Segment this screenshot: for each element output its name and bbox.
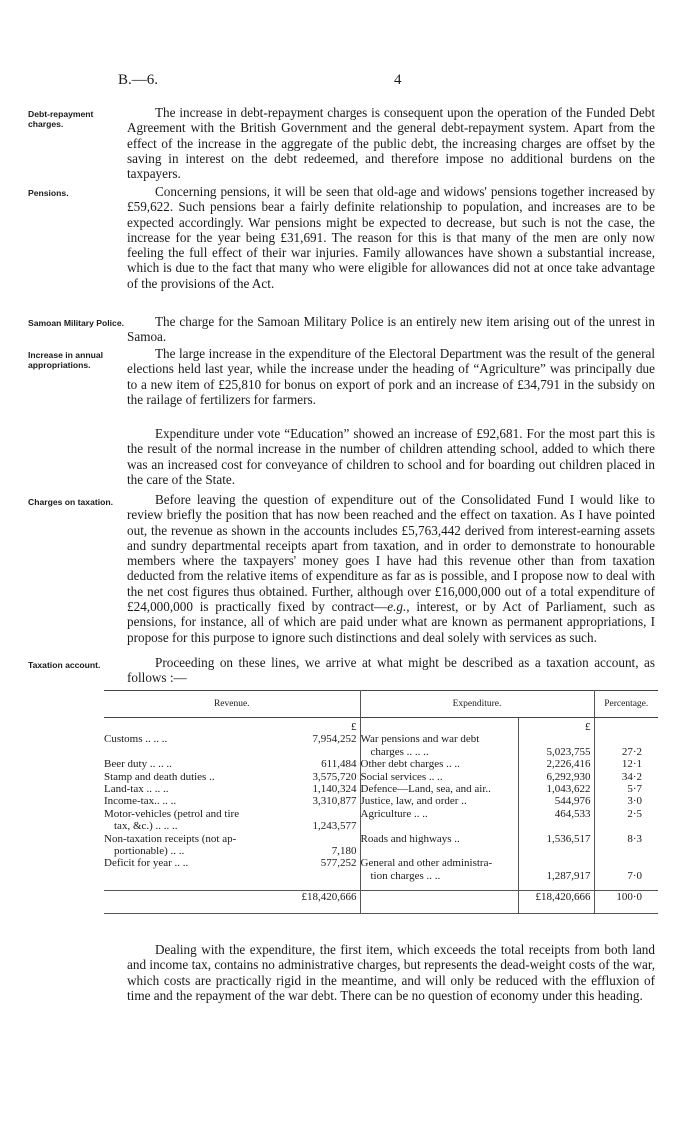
percentage-text: 12·1 [621, 758, 642, 771]
percentage-value [594, 808, 658, 833]
paragraph-text: Proceeding on these lines, we arrive at what might be described as a taxation account, as follows :— [127, 655, 655, 686]
expenditure-item-line: Justice, law, and order .. [360, 795, 467, 808]
percentage-text: 34·2 [621, 770, 642, 783]
expenditure-amount [518, 833, 594, 858]
revenue-amount-value: 611,484 [321, 758, 357, 771]
expenditure-item [360, 771, 518, 783]
revenue-item [104, 833, 272, 858]
expenditure-item-line: tion charges .. .. [370, 869, 441, 882]
revenue-amount-value: 7,180 [331, 845, 357, 858]
revenue-amount [272, 857, 360, 882]
revenue-item [104, 758, 272, 770]
revenue-amount [272, 808, 360, 833]
document-reference: B.—6. [118, 72, 159, 88]
percentage-value [594, 857, 658, 882]
expenditure-item [360, 733, 518, 758]
paragraph-samoan-police [127, 314, 655, 345]
expenditure-amount-value: 1,043,622 [546, 783, 591, 796]
table-row [104, 808, 658, 833]
paragraph-text: Before leaving the question of expenditure out of the Consolidated Fund I would like to review briefly the position that has now been reached and the effect on taxation. As I have pointed out, the revenue as shown in the accounts includes £5,763,442 derived from interest-earning assets and sundry departmental receipts apart from taxation, and in order to demonstrate to honourable members where the taxpayers' money goes I have had this revenue other than from taxation deducted from the relative items of expenditure as far as is possible, and I propose now to deal with the net cost figures thus obtained. Further, although over £16,000,000 out of a total expenditure of £24,000,000 is practically fixed by contract— [127, 492, 655, 615]
revenue-amount [272, 833, 360, 858]
revenue-item-line: Beer duty .. .. .. [104, 758, 172, 771]
revenue-amount [272, 758, 360, 770]
sidenote-samoan-police: Samoan Military Police. [28, 318, 124, 328]
expenditure-total: £18,420,666 [518, 891, 594, 914]
expenditure-item-line: Defence—Land, sea, and air.. [360, 783, 491, 796]
table-row [104, 795, 658, 807]
expenditure-amount [518, 783, 594, 795]
paragraph-emphasis: e.g. [387, 599, 407, 615]
expenditure-item-line: Roads and highways .. [360, 832, 460, 845]
revenue-amount [272, 783, 360, 795]
table-row [104, 833, 658, 858]
sidenote-charges-on-taxation: Charges on taxation. [28, 497, 113, 507]
table-row [104, 758, 658, 770]
paragraph-electoral-agriculture [127, 346, 655, 407]
revenue-item-line: Motor-vehicles (petrol and tire [104, 807, 240, 820]
revenue-amount [272, 795, 360, 807]
spacer-cell [594, 882, 658, 891]
sidenote-taxation-account: Taxation account. [28, 660, 101, 670]
revenue-item-line: Customs .. .. .. [104, 733, 168, 746]
revenue-currency: £ [272, 718, 360, 734]
expenditure-amount [518, 795, 594, 807]
paragraph-text: The increase in debt-repayment charges is consequent upon the operation of the Funded Debt Agreement with the British Government and the general debt-repayment system. Apart from the effect of the increase in the aggregate of the public debt, the increasing charges are offset by the saving in interest on the debt redeemed, and therefore impose no additional burdens on the taxpayers. [127, 105, 655, 182]
revenue-item [104, 783, 272, 795]
paragraph-text: The large increase in the expenditure of the Electoral Department was the result of the general elections held last year, while the increase under the heading of “Agriculture” was principally due to a new item of £25,810 for bonus on export of pork and an increase of £34,791 in the subsidy on the railage of fertilizers for farmers. [127, 346, 655, 407]
percentage-value [594, 783, 658, 795]
paragraph-debt-repayment [127, 105, 655, 181]
expenditure-item [360, 758, 518, 770]
expenditure-amount [518, 857, 594, 882]
percentage-text: 7·0 [627, 869, 642, 882]
revenue-amount-value: 577,252 [320, 857, 357, 870]
expenditure-amount [518, 758, 594, 770]
expenditure-amount [518, 808, 594, 833]
revenue-amount-value: 1,243,577 [312, 820, 357, 833]
revenue-amount-value: 7,954,252 [312, 733, 357, 746]
sidenote-annual-appropriations: Increase in annual appropriations. [28, 350, 103, 370]
totals-row [104, 891, 658, 914]
revenue-item [104, 795, 272, 807]
header-expenditure: Expenditure. [360, 691, 594, 718]
expenditure-amount-value: 1,536,517 [546, 832, 591, 845]
expenditure-amount-value: 5,023,755 [546, 745, 591, 758]
revenue-amount-value: 3,310,877 [312, 795, 357, 808]
paragraph-text: Concerning pensions, it will be seen that old-age and widows' pensions together increased by £59,622. Such pensions bear a fairly definite relationship to population, and increases are to be expected accordingly. War pensions might be expected to decrease, but such is not the case, the increase for the year being £31,691. The reason for this is that many of the men are only now feeling the full effect of their war injuries. Family allowances have shown a substantial increase, which is due to the fact that many who were eligible for allowances did not at once take advantage of the provisions of the Act. [127, 184, 655, 291]
revenue-item [104, 857, 272, 882]
paragraph-text: Expenditure under vote “Education” showed an increase of £92,681. For the most part this is the result of the normal increase in the number of children attending school, added to which there was an increased cost for conveyance of children to school and for boarding out children placed in the care of the State. [127, 426, 655, 487]
spacer-cell [360, 891, 518, 914]
revenue-item [104, 733, 272, 758]
percentage-text: 27·2 [621, 745, 642, 758]
paragraph-text: Dealing with the expenditure, the first item, which exceeds the total receipts from both land and income tax, contains no administrative charges, but represents the dead-weight costs of the war, which costs are practically rigid in the meantime, and will only be reduced with the effluxion of time and the repayment of the war debt. There can be no question of economy under this heading. [127, 942, 655, 1003]
revenue-item-line: Land-tax .. .. .. [104, 783, 169, 796]
expenditure-amount-value: 2,226,416 [546, 758, 591, 771]
paragraph-charges-on-taxation [127, 492, 655, 645]
percentage-value [594, 758, 658, 770]
expenditure-amount-value: 544,976 [554, 795, 591, 808]
expenditure-amount-value: 6,292,930 [546, 770, 591, 783]
percentage-text: 8·3 [627, 832, 642, 845]
table-row [104, 771, 658, 783]
page-number: 4 [394, 72, 402, 88]
expenditure-item-line: Agriculture .. .. [360, 807, 428, 820]
expenditure-amount-value: 1,287,917 [546, 869, 591, 882]
paragraph-pensions [127, 184, 655, 291]
percentage-text: 2·5 [627, 807, 642, 820]
revenue-item [104, 808, 272, 833]
table-row [104, 733, 658, 758]
spacer-cell [360, 882, 518, 891]
paragraph-expenditure-discussion [127, 942, 655, 1003]
paragraph-taxation-account [127, 655, 655, 686]
taxation-account-table [104, 690, 658, 914]
revenue-item-line: portionable) .. .. [114, 845, 185, 858]
paragraph-education [127, 426, 655, 487]
table-row [104, 857, 658, 882]
revenue-amount-value: 1,140,324 [312, 783, 357, 796]
sidenote-debt-repayment: Debt-repayment charges. [28, 109, 94, 129]
revenue-item-line: tax, &c.) .. .. .. [114, 820, 178, 833]
page-header [118, 72, 656, 92]
percentage-value [594, 771, 658, 783]
expenditure-amount [518, 771, 594, 783]
expenditure-item-line: charges .. .. .. [370, 745, 429, 758]
currency-row [104, 718, 658, 734]
revenue-total: £18,420,666 [272, 891, 360, 914]
spacer-cell [272, 882, 360, 891]
spacer-cell [104, 891, 272, 914]
percentage-text: 3·0 [627, 795, 642, 808]
percentage-text: 5·7 [627, 783, 642, 796]
revenue-item [104, 771, 272, 783]
expenditure-item [360, 808, 518, 833]
expenditure-item [360, 795, 518, 807]
revenue-item-line: Non-taxation receipts (not ap- [104, 832, 237, 845]
revenue-amount [272, 771, 360, 783]
expenditure-item-line: General and other administra- [360, 857, 493, 870]
revenue-item-line: Stamp and death duties .. [104, 770, 215, 783]
spacer-cell [360, 718, 518, 734]
expenditure-item [360, 783, 518, 795]
expenditure-item-line: Other debt charges .. .. [360, 758, 460, 771]
expenditure-item [360, 857, 518, 882]
spacer-cell [518, 882, 594, 891]
paragraph-text: The charge for the Samoan Military Police is an entirely new item arising out of the unrest in Samoa. [127, 314, 655, 345]
expenditure-amount-value: 464,533 [554, 807, 591, 820]
percentage-value [594, 733, 658, 758]
expenditure-amount [518, 733, 594, 758]
header-revenue: Revenue. [104, 691, 360, 718]
sidenote-pensions: Pensions. [28, 188, 69, 198]
percentage-value [594, 833, 658, 858]
header-percentage: Percentage. [594, 691, 658, 718]
spacer-row [104, 882, 658, 891]
paragraph-text: , interest, or by Act of Parliament, such as pensions, for instance, all of which are paid under what are known as permanent appropriations, I propose for this purpose to ignore such distinctions and deal solely with services as such. [127, 599, 655, 645]
revenue-amount-value: 3,575,720 [312, 770, 357, 783]
spacer-cell [594, 718, 658, 734]
revenue-item-line: Income-tax.. .. .. [104, 795, 177, 808]
revenue-item-line: Deficit for year .. .. [104, 857, 189, 870]
expenditure-currency: £ [518, 718, 594, 734]
table-row [104, 783, 658, 795]
percentage-total: 100·0 [594, 891, 658, 914]
spacer-cell [104, 882, 272, 891]
table-header-row [104, 691, 658, 718]
percentage-value [594, 795, 658, 807]
revenue-amount [272, 733, 360, 758]
expenditure-item [360, 833, 518, 858]
expenditure-item-line: Social services .. .. [360, 770, 443, 783]
spacer-cell [104, 718, 272, 734]
expenditure-item-line: War pensions and war debt [360, 733, 480, 746]
